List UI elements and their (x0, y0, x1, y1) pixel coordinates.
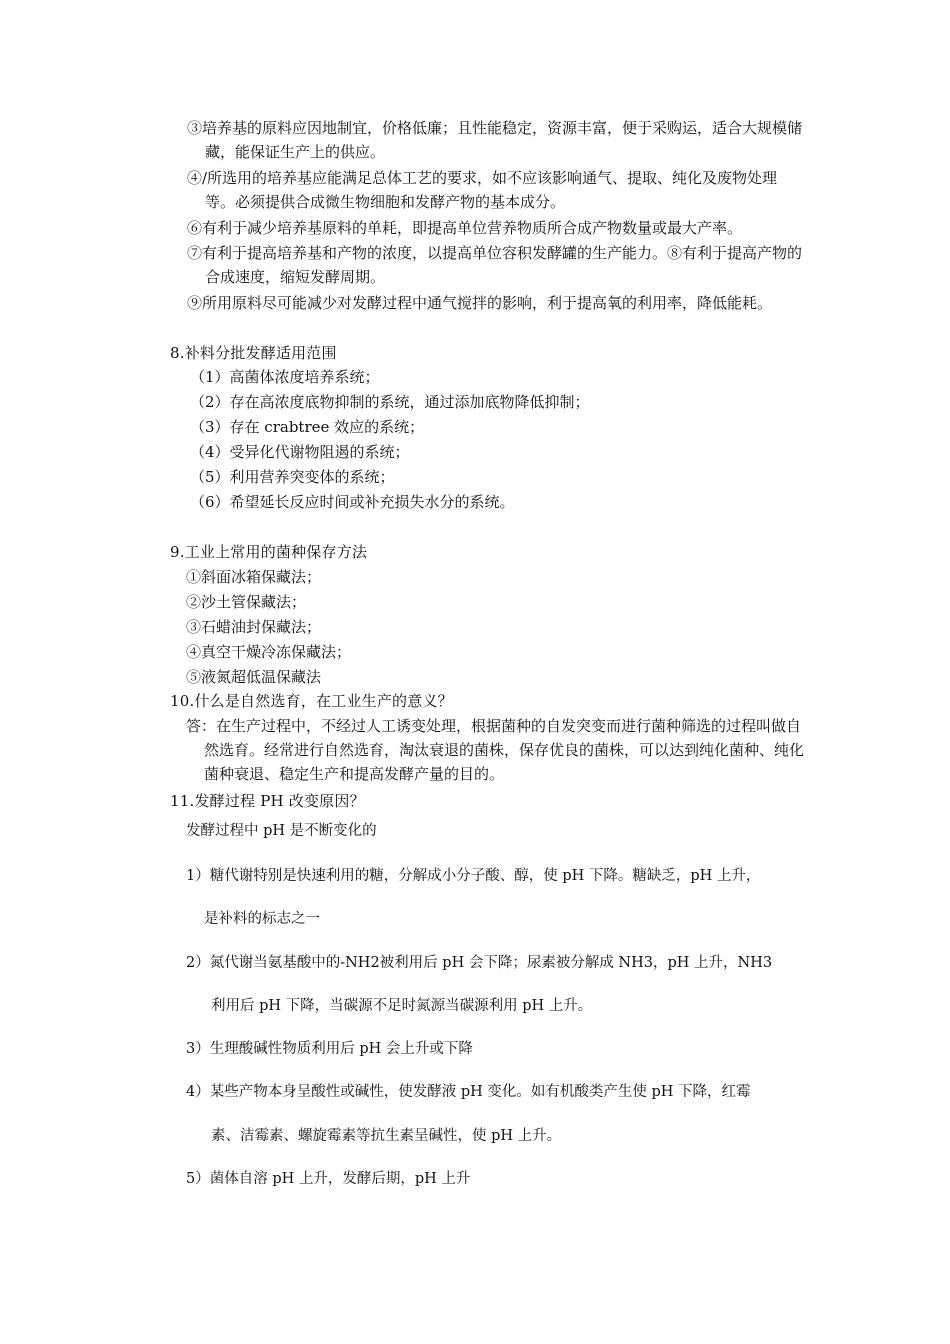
list-item-continuation: 利用后 pH 下降，当碳源不足时氮源当碳源利用 pH 上升。 (211, 998, 593, 1014)
list-item: （4）受异化代谢物阻遏的系统； (190, 443, 410, 461)
list-item: ③石蜡油封保藏法； (186, 618, 322, 636)
section-heading: 9.工业上常用的菌种保存方法 (170, 543, 368, 561)
list-item: ③培养基的原料应因地制宜，价格低廉；且性能稳定，资源丰富，便于采购运，适合大规模储藏，能保证生产上的供应。 (187, 119, 803, 161)
list-item-continuation: 素、洁霉素、螺旋霉素等抗生素呈碱性，使 pH 上升。 (211, 1128, 562, 1144)
list-item: （2）存在高浓度底物抑制的系统，通过添加底物降低抑制； (190, 393, 590, 411)
list-item: 4）某些产物本身呈酸性或碱性，使发酵液 pH 变化。如有机酸类产生使 pH 下降，红霉 (186, 1084, 751, 1100)
list-item: 1）糖代谢特别是快速利用的糖，分解成小分子酸、醇，使 pH 下降。糖缺乏，pH 上升， (186, 868, 761, 884)
list-item: 3）生理酸碱性物质利用后 pH 会上升或下降 (186, 1041, 473, 1057)
list-item: ②沙土管保藏法； (186, 593, 307, 611)
list-item: （3）存在 crabtree 效应的系统； (190, 418, 425, 436)
list-item-continuation: 是补料的标志之一 (204, 911, 320, 927)
list-item: （6）希望延长反应时间或补充损失水分的系统。 (190, 493, 515, 511)
list-item: ⑤液氮超低温保藏法 (186, 668, 322, 686)
section-heading: 11.发酵过程 PH 改变原因？ (170, 792, 365, 810)
intro-text: 发酵过程中 pH 是不断变化的 (186, 823, 377, 839)
list-item: 2）氮代谢当氨基酸中的-NH2被利用后 pH 会下降；尿素被分解成 NH3，pH 上升，NH3 (186, 955, 773, 971)
list-item: ⑨所用原料尽可能减少对发酵过程中通气搅拌的影响，利于提高氧的利用率，降低能耗。 (187, 294, 773, 312)
list-item: （5）利用营养突变体的系统； (190, 468, 395, 486)
section-heading: 8.补料分批发酵适用范围 (170, 344, 337, 362)
list-item: ⑦有利于提高培养基和产物的浓度，以提高单位容积发酵罐的生产能力。⑧有利于提高产物的合成速度，缩短发酵周期。 (187, 244, 803, 286)
answer-text: 答：在生产过程中，不经过人工诱变处理，根据菌种的自发突变而进行菌种筛选的过程叫做自然选育。经常进行自然选育，淘汰衰退的菌株，保存优良的菌株，可以达到纯化菌种、纯化菌种衰退、稳定生产和提高发酵产量的目的。 (186, 717, 805, 783)
list-item: （1）高菌体浓度培养系统； (190, 368, 380, 386)
list-item: ④/所选用的培养基应能满足总体工艺的要求，如不应该影响通气、提取、纯化及废物处理等。必须提供合成微生物细胞和发酵产物的基本成分。 (187, 169, 778, 211)
list-item: ④真空干燥冷冻保藏法； (186, 643, 352, 661)
section-heading: 10.什么是自然选育，在工业生产的意义？ (170, 692, 453, 710)
list-item: 5）菌体自溶 pH 上升，发酵后期，pH 上升 (186, 1171, 471, 1187)
list-item: ①斜面冰箱保藏法； (186, 568, 322, 586)
list-item: ⑥有利于减少培养基原料的单耗，即提高单位营养物质所合成产物数量或最大产率。 (187, 219, 743, 237)
